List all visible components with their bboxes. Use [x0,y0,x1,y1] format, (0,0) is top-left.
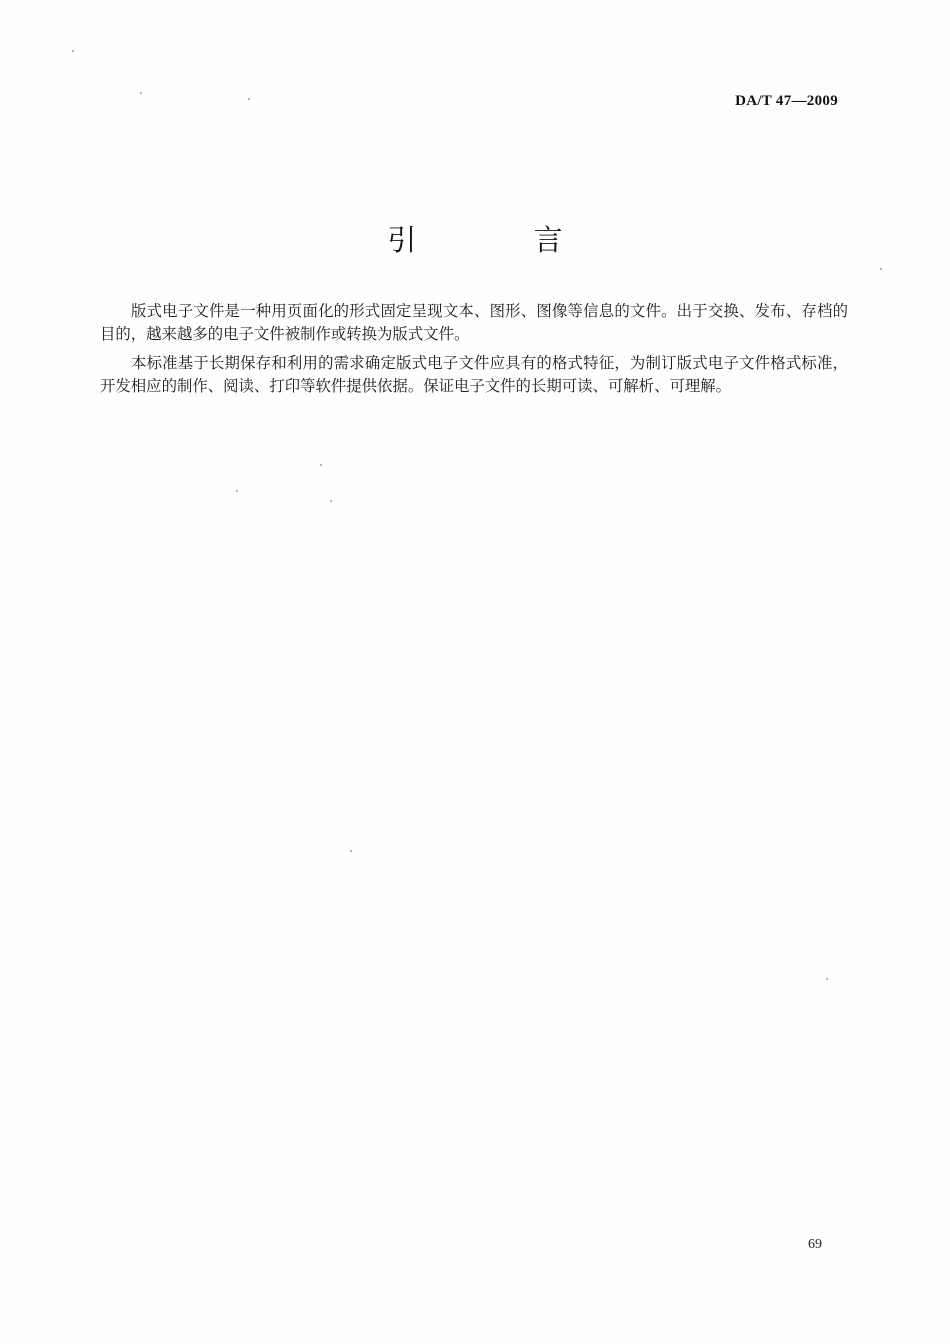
scan-speck [248,98,250,100]
scan-speck [330,500,332,502]
page-number: 69 [808,1237,822,1252]
scan-speck [72,50,74,52]
standard-code: DA/T 47—2009 [735,93,838,109]
scan-speck [140,92,142,94]
scan-speck [236,490,238,492]
section-title: 引 言 [387,223,617,257]
scan-speck [320,464,322,466]
scan-speck [826,978,828,980]
scan-speck [880,268,882,270]
paragraph: 本标准基于长期保存和利用的需求确定版式电子文件应具有的格式特征，为制订版式电子文件格式标准，开发相应的制作、阅读、打印等软件提供依据。保证电子文件的长期可读、可解析、可理解。 [100,354,848,395]
paragraph: 版式电子文件是一种用页面化的形式固定呈现文本、图形、图像等信息的文件。出于交换、发布、存档的目的，越来越多的电子文件被制作或转换为版式文件。 [100,302,848,343]
body-text [100,300,848,404]
scan-speck [350,850,352,852]
